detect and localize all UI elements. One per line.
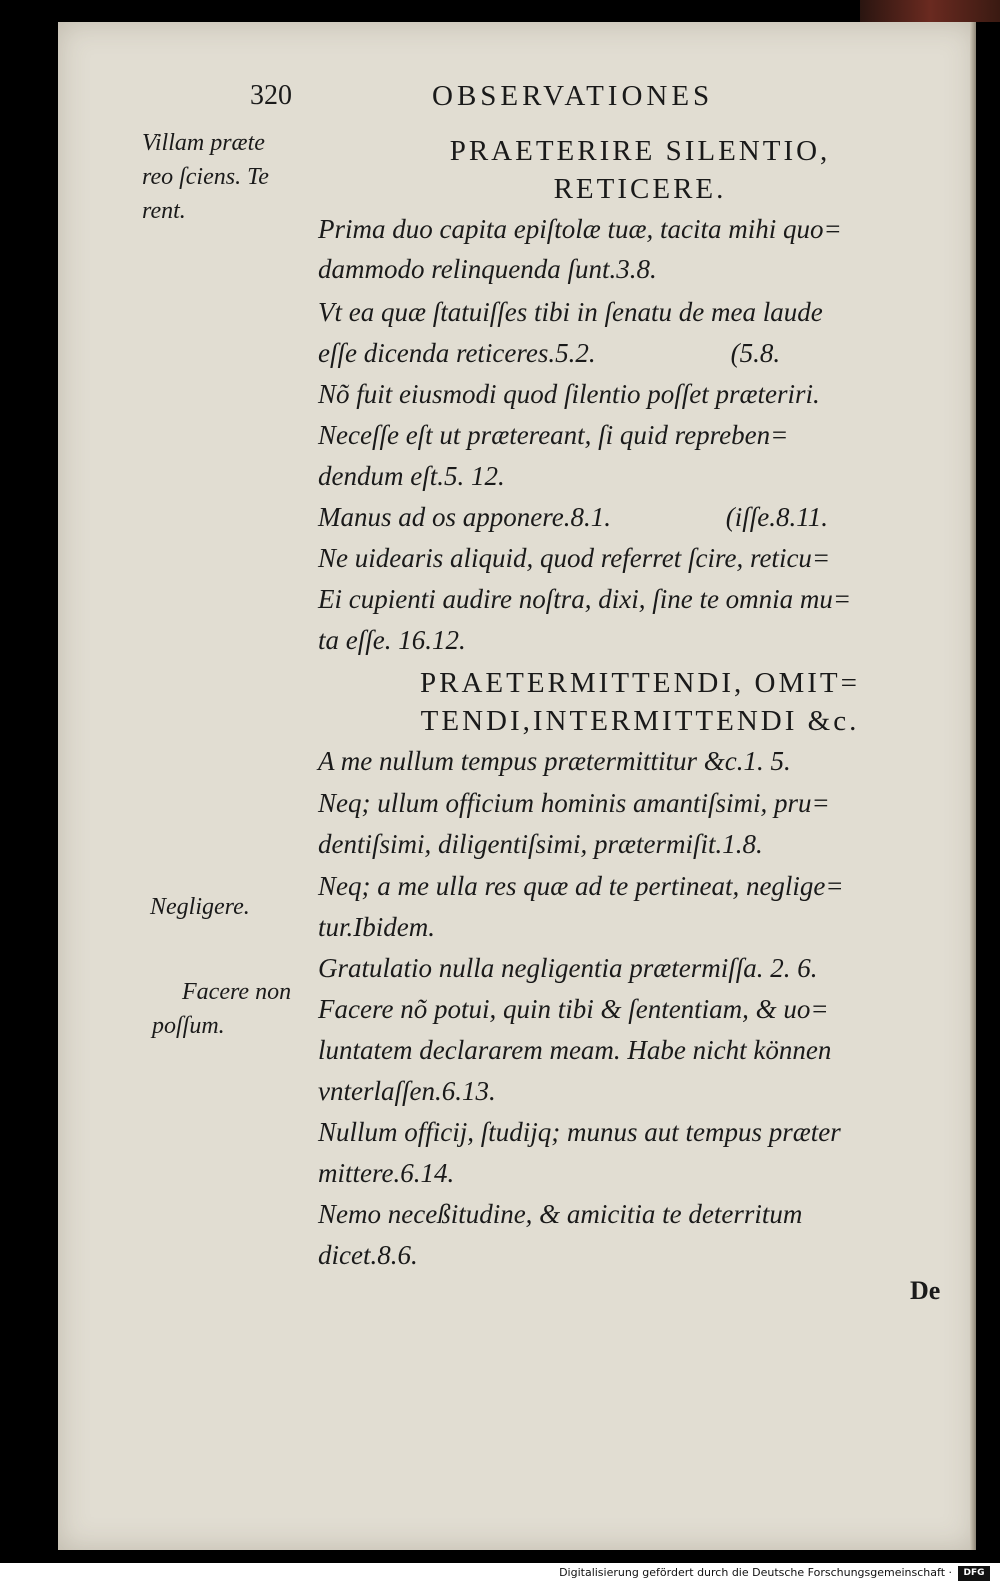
margin-note-line: reo ſciens. Te [142, 164, 269, 190]
margin-note-line: rent. [142, 198, 186, 224]
text-line: Nullum officij, ſtudijq; munus aut tempus præter [318, 1117, 841, 1147]
text-line: Gratulatio nulla negligentia prætermiſſa. 2. 6. [318, 953, 818, 983]
text-line: Ne uidearis aliquid, quod referret ſcire, reticu= [318, 543, 831, 573]
margin-note-villam [142, 126, 269, 228]
heading-line: PRAETERMITTENDI, OMIT= [420, 667, 860, 699]
text-line: dicet.8.6. [318, 1240, 418, 1270]
text-line: ta eſſe. 16.12. [318, 625, 466, 655]
text-line: mittere.6.14. [318, 1158, 455, 1188]
footer-bar [0, 1563, 1000, 1585]
page-header [250, 80, 950, 120]
text-line: dentiſsimi, diligentiſsimi, prætermiſit.1.8. [318, 829, 763, 859]
margin-note-line: Facere non [182, 979, 292, 1005]
text-line: dammodo relinquenda ſunt.3.8. [318, 254, 657, 284]
text-line: luntatem declararem meam. Habe nicht können [318, 1035, 832, 1065]
text-line: Vt ea quæ ſtatuiſſes tibi in ſenatu de mea laude [318, 297, 823, 327]
margin-note-facere [152, 975, 291, 1043]
heading-line: RETICERE. [553, 173, 727, 205]
margin-note-line: Negligere. [150, 894, 250, 920]
text-line: Nõ fuit eiusmodi quod ſilentio poſſet præteriri. [318, 379, 820, 409]
book-page [58, 22, 976, 1550]
section-heading [320, 664, 960, 740]
text-line: vnterlaſſen.6.13. [318, 1076, 496, 1106]
catchword: De [910, 1276, 941, 1305]
text-line: Manus ad os apponere.8.1. (iſſe.8.11. [318, 502, 828, 532]
heading-line: PRAETERIRE SILENTIO, [449, 135, 831, 167]
text-line: Neq; ullum officium hominis amantiſsimi, pru= [318, 788, 830, 818]
text-line: eſſe dicenda reticeres.5.2. (5.8. [318, 338, 781, 368]
text-line: Ei cupienti audire noſtra, dixi, ſine te omnia mu= [318, 584, 852, 614]
text-line: Prima duo capita epiſtolæ tuæ, tacita mihi quo= [318, 214, 842, 244]
dfg-logo-icon: DFG [958, 1566, 990, 1581]
margin-note-line: poſſum. [152, 1013, 225, 1039]
text-line: Facere nõ potui, quin tibi & ſententiam, & uo= [318, 994, 829, 1024]
heading-line: TENDI,INTERMITTENDI &c. [420, 705, 860, 737]
digitization-credit: Digitalisierung gefördert durch die Deutsche Forschungsgemeinschaft · [559, 1566, 952, 1579]
margin-note-line: Villam præte [142, 130, 265, 156]
text-line: Nemo neceßitudine, & amicitia te deterritum [318, 1199, 803, 1229]
page-number: 320 [250, 80, 292, 111]
text-line: tur.Ibidem. [318, 912, 435, 942]
section-heading [320, 132, 960, 208]
text-line: Neceſſe eſt ut prætereant, ſi quid repreben= [318, 420, 789, 450]
text-line: dendum eſt.5. 12. [318, 461, 505, 491]
text-line: A me nullum tempus prætermittitur &c.1. 5. [318, 746, 791, 776]
page-edge [970, 22, 976, 1550]
book-edge-strip [860, 0, 1000, 22]
running-title: OBSERVATIONES [432, 80, 714, 112]
text-line: Neq; a me ulla res quæ ad te pertineat, neglige= [318, 871, 844, 901]
margin-note-negligere [150, 890, 250, 924]
